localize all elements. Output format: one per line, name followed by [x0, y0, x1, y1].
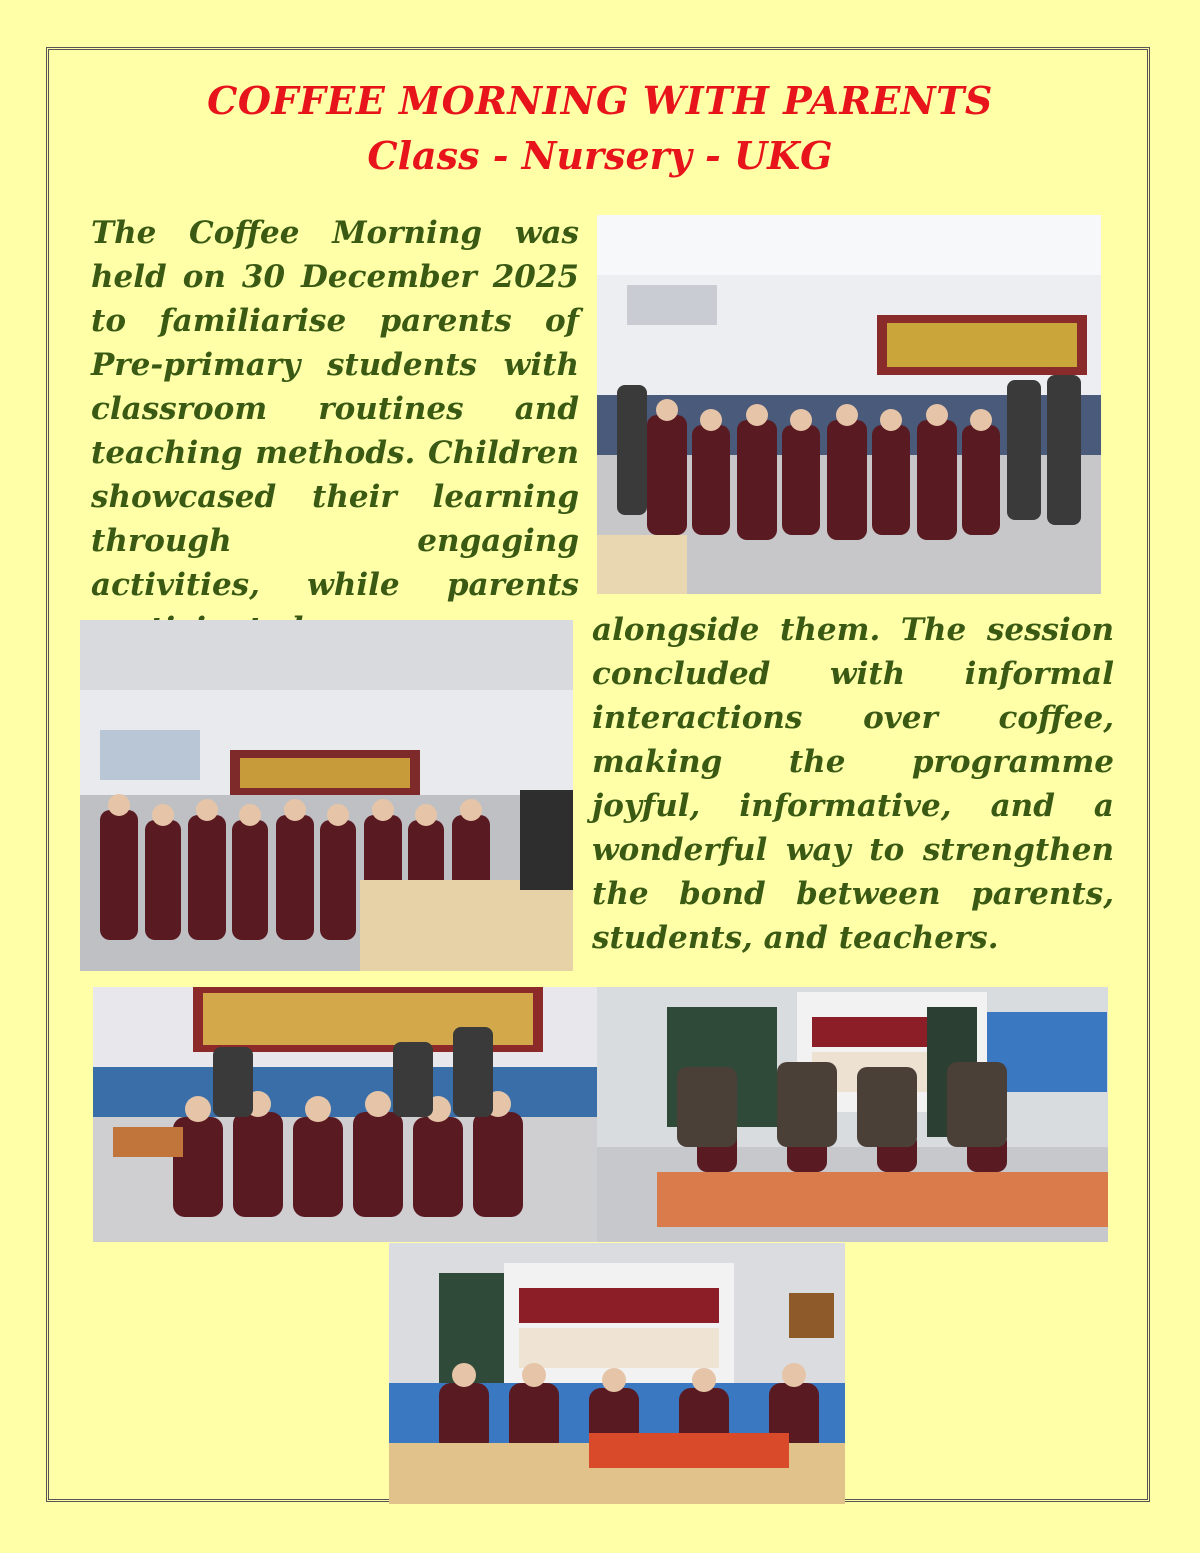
event-photo-3	[93, 987, 597, 1242]
page-title: COFFEE MORNING WITH PARENTS	[207, 78, 993, 123]
group-photo-icon	[597, 215, 1101, 594]
group-photo-icon	[93, 987, 597, 1242]
page-subtitle: Class - Nursery - UKG	[367, 133, 833, 178]
event-photo-4	[597, 987, 1108, 1242]
body-paragraph-part-1: The Coffee Morning was held on 30 December 2025 to familiarise parents of Pre-primary students with classroom routines and teaching methods. Children showcased their learning through engaging activities, while parents	[91, 215, 579, 603]
event-photo-1	[597, 215, 1101, 594]
event-photo-5	[389, 1243, 845, 1504]
group-photo-icon	[389, 1243, 845, 1504]
group-photo-icon	[597, 987, 1108, 1242]
event-photo-2	[80, 620, 573, 971]
group-photo-icon	[80, 620, 573, 971]
body-paragraph-part-2: alongside them. The session concluded with informal interactions over coffee, making the programme joyful, informative, and a wonderful way to strengthen the bond between parents, students, and teachers.	[592, 612, 1114, 956]
